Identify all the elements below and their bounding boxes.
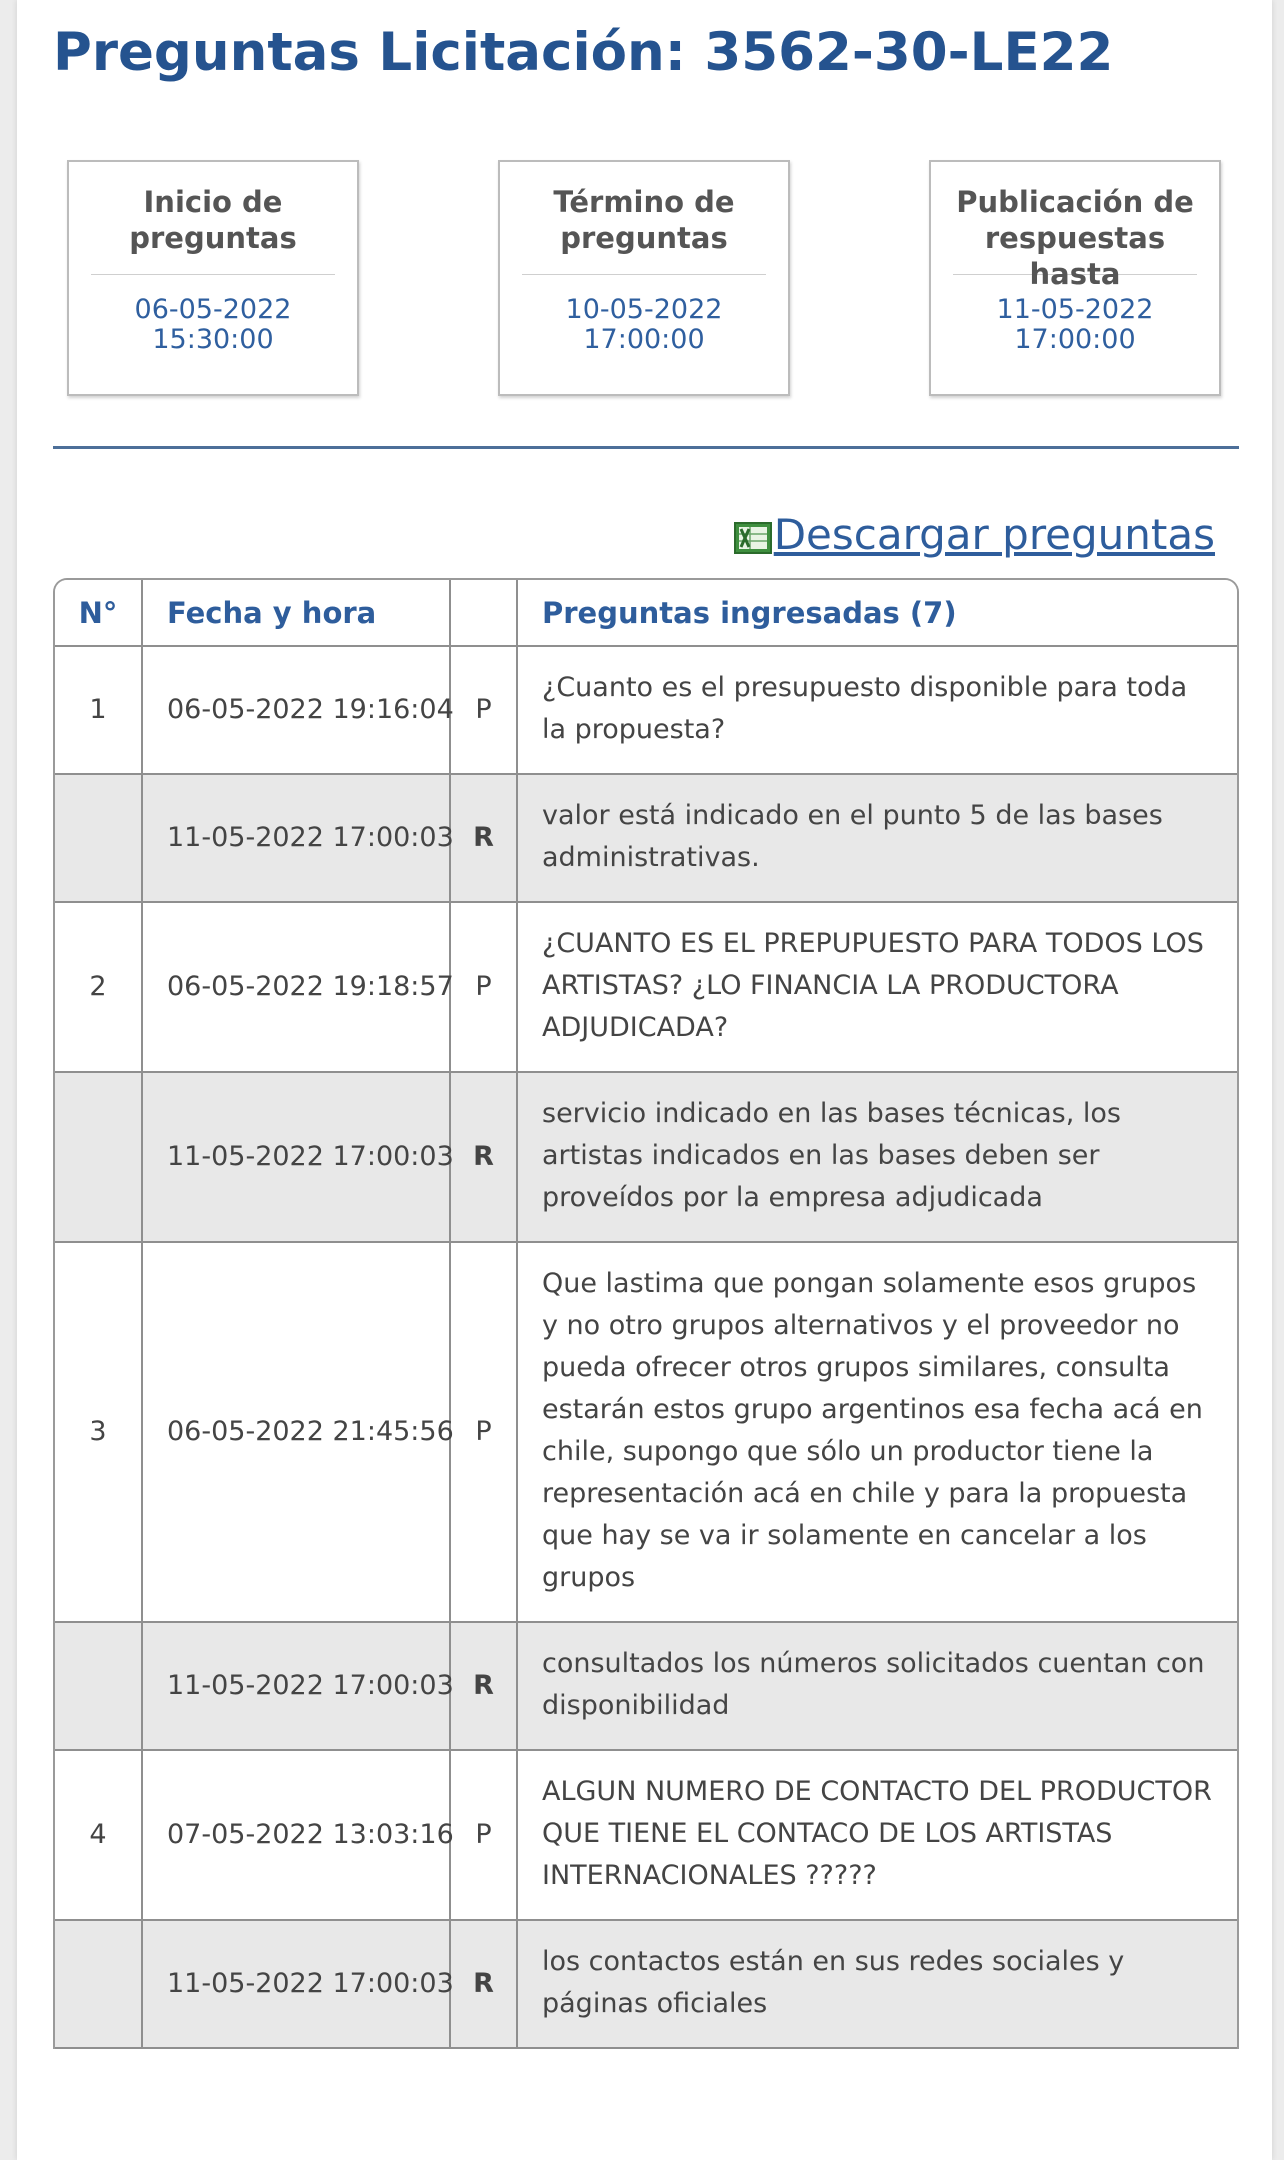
row-type: P	[450, 1750, 517, 1920]
row-number: 4	[55, 1750, 142, 1920]
excel-icon	[734, 522, 772, 554]
page	[17, 0, 1272, 2160]
row-number	[55, 774, 142, 902]
row-type: P	[450, 902, 517, 1072]
question-text: ¿Cuanto es el presupuesto disponible para toda la propuesta?	[517, 646, 1237, 774]
answer-text: servicio indicado en las bases técnicas, los artistas indicados en las bases deben ser proveídos por la empresa adjudicada	[517, 1072, 1237, 1242]
answer-text: los contactos están en sus redes sociales y páginas oficiales	[517, 1920, 1237, 2048]
answer-row	[55, 774, 1237, 902]
row-datetime: 11-05-2022 17:00:03	[142, 1920, 450, 2048]
answers-publication-label: Publicación de respuestas hasta	[953, 184, 1197, 275]
answer-row	[55, 1920, 1237, 2048]
question-row	[55, 646, 1237, 774]
row-type: P	[450, 646, 517, 774]
row-datetime: 06-05-2022 21:45:56	[142, 1242, 450, 1622]
question-text: Que lastima que pongan solamente esos grupos y no otro grupos alternativos y el proveedor no pueda ofrecer otros grupos similares, consulta estarán estos grupo argentinos esa fecha acá en chile, supongo que sólo un productor tiene la representación acá en chile y para la propuesta que hay se va ir solamente en cancelar a los grupos	[517, 1242, 1237, 1622]
row-type: R	[450, 1072, 517, 1242]
row-type: R	[450, 1920, 517, 2048]
row-number: 1	[55, 646, 142, 774]
questions-end-label: Término de preguntas	[522, 184, 766, 275]
page-title: Preguntas Licitación: 3562-30-LE22	[53, 22, 1114, 83]
download-questions-label: Descargar preguntas	[773, 510, 1215, 559]
header-questions: Preguntas ingresadas (7)	[517, 580, 1237, 646]
question-row	[55, 1242, 1237, 1622]
answers-publication-box	[929, 160, 1221, 396]
answer-text: consultados los números solicitados cuentan con disponibilidad	[517, 1622, 1237, 1750]
question-row	[55, 1750, 1237, 1920]
questions-end-value: 10-05-2022 17:00:00	[565, 294, 723, 355]
questions-start-box	[67, 160, 359, 396]
header-type	[450, 580, 517, 646]
question-row	[55, 902, 1237, 1072]
row-type: R	[450, 1622, 517, 1750]
section-divider	[53, 446, 1239, 449]
answer-row	[55, 1072, 1237, 1242]
row-datetime: 11-05-2022 17:00:03	[142, 774, 450, 902]
row-datetime: 11-05-2022 17:00:03	[142, 1622, 450, 1750]
questions-table	[53, 578, 1239, 2049]
table-header-row	[55, 580, 1237, 646]
answer-row	[55, 1622, 1237, 1750]
header-number: N°	[55, 580, 142, 646]
header-date: Fecha y hora	[142, 580, 450, 646]
questions-start-label: Inicio de preguntas	[91, 184, 335, 275]
row-number: 2	[55, 902, 142, 1072]
answer-text: valor está indicado en el punto 5 de las bases administrativas.	[517, 774, 1237, 902]
row-number: 3	[55, 1242, 142, 1622]
row-type: P	[450, 1242, 517, 1622]
row-number	[55, 1072, 142, 1242]
row-type: R	[450, 774, 517, 902]
row-datetime: 11-05-2022 17:00:03	[142, 1072, 450, 1242]
row-number	[55, 1622, 142, 1750]
row-datetime: 06-05-2022 19:16:04	[142, 646, 450, 774]
questions-end-box	[498, 160, 790, 396]
row-datetime: 06-05-2022 19:18:57	[142, 902, 450, 1072]
questions-start-value: 06-05-2022 15:30:00	[134, 294, 292, 355]
question-text: ¿CUANTO ES EL PREPUPUESTO PARA TODOS LOS ARTISTAS? ¿LO FINANCIA LA PRODUCTORA ADJUDICADA?	[517, 902, 1237, 1072]
row-datetime: 07-05-2022 13:03:16	[142, 1750, 450, 1920]
download-questions-link[interactable]	[734, 510, 1215, 559]
answers-publication-value: 11-05-2022 17:00:00	[996, 294, 1154, 355]
row-number	[55, 1920, 142, 2048]
question-text: ALGUN NUMERO DE CONTACTO DEL PRODUCTOR QUE TIENE EL CONTACO DE LOS ARTISTAS INTERNACIONALES ?????	[517, 1750, 1237, 1920]
